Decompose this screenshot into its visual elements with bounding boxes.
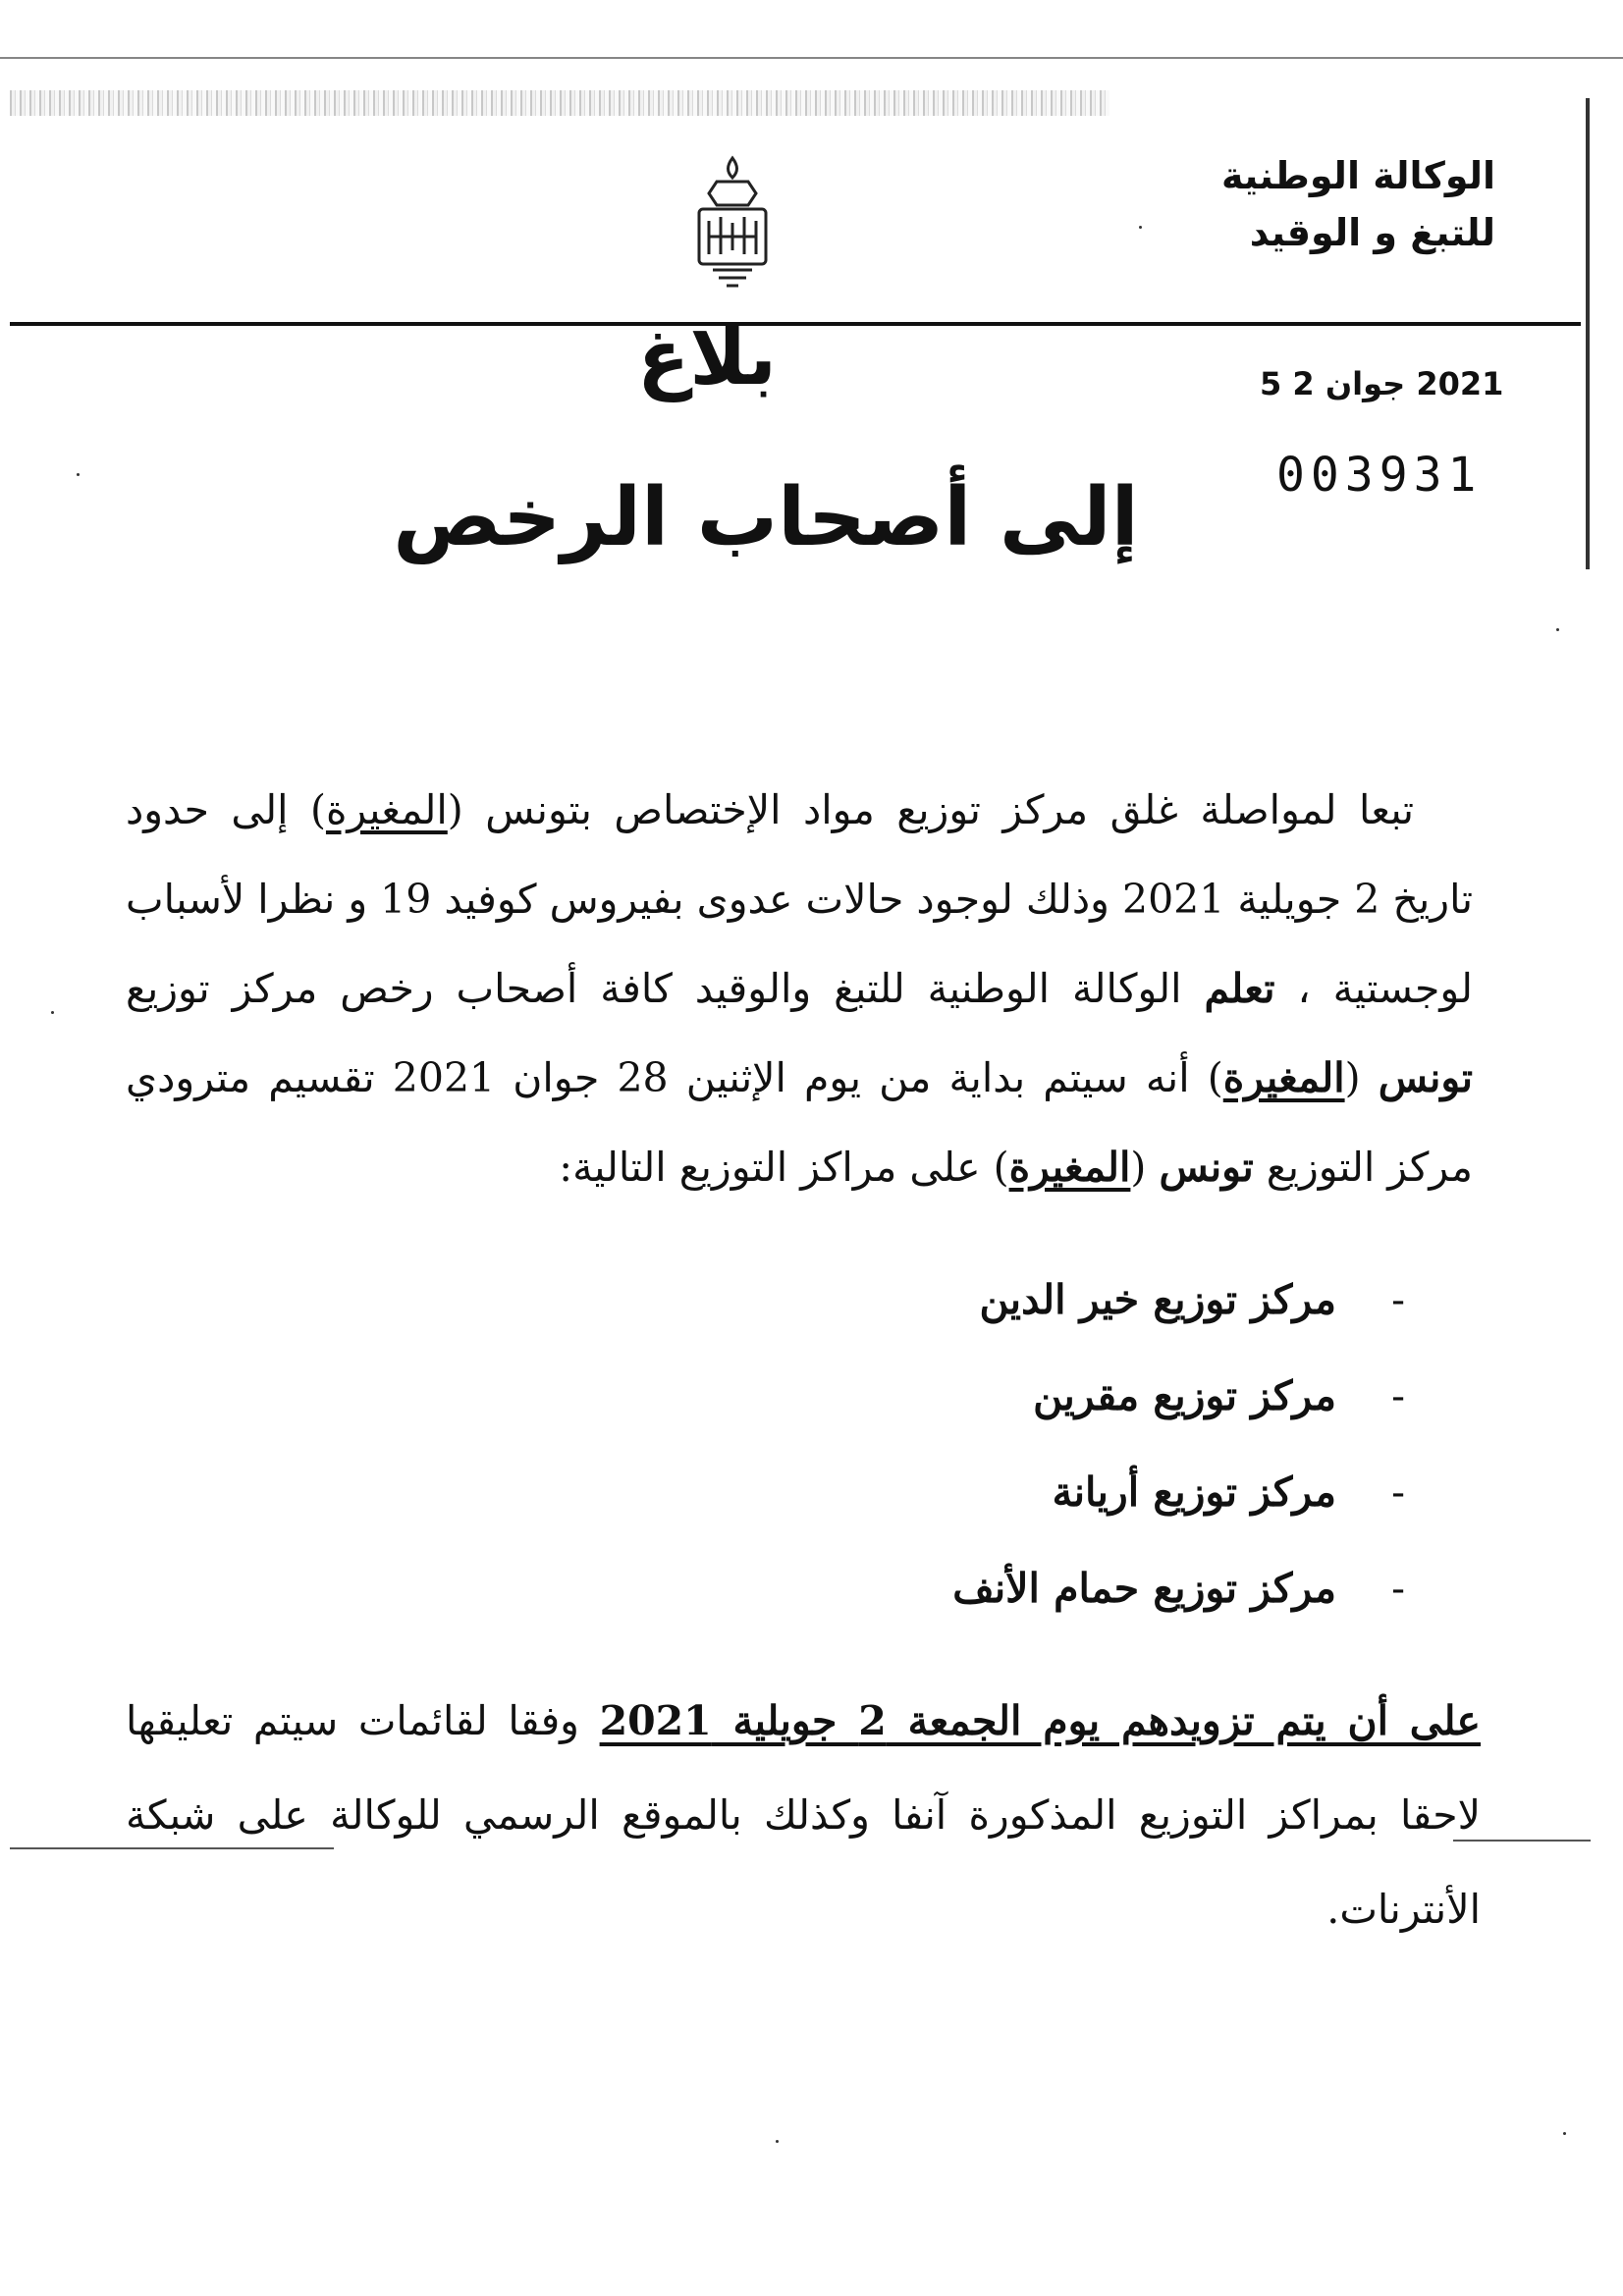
center-name: مركز توزيع حمام الأنف [952, 1565, 1336, 1612]
body-text-5: ) أنه سيتم بداية من يوم الإثنين 28 جوان 2021 تقسيم مترودي مركز التوزيع [126, 1054, 1473, 1191]
agency-calligraphic-emblem-icon [687, 152, 778, 290]
body-text-2: ) إلى حدود تاريخ 2 جويلية 2021 وذلك لوجود حالات عدوى بفيروس كوفيد 19 و نظرا لأسباب لوجستية ، [126, 786, 1473, 1012]
closing-text: وفقا لقائمات سيتم تعليقها لاحقا بمراكز التوزيع المذكورة آنفا وكذلك بالموقع الرسمي للوكالة على شبكة الأنترنات. [126, 1697, 1481, 1933]
scan-speck [776, 2140, 779, 2143]
list-item [952, 1252, 1405, 1348]
list-bullet: - [1391, 1372, 1405, 1419]
list-item [952, 1444, 1405, 1540]
list-bullet: - [1391, 1276, 1405, 1323]
body-bold-tunis: تونس [1378, 1054, 1474, 1101]
scan-border-line [0, 57, 1623, 59]
scan-speck [1563, 2132, 1566, 2135]
scan-speck [51, 1011, 54, 1014]
reference-number: 003931 [1276, 448, 1483, 503]
scan-speck [1139, 226, 1142, 229]
agency-name [1221, 147, 1495, 261]
scan-speck [77, 473, 80, 476]
body-text-1: تبعا لمواصلة غلق مركز توزيع مواد الإختصاص بتونس ( [447, 786, 1414, 833]
scan-margin-bar [1586, 98, 1590, 569]
closing-paragraph [126, 1674, 1481, 1956]
body-bold-tunis: تونس [1159, 1144, 1254, 1191]
location-mghira: المغيرة [1222, 1054, 1345, 1101]
center-name: مركز توزيع مقرين [1033, 1372, 1336, 1419]
body-text-4: ( [1344, 1054, 1379, 1101]
scan-noise-strip [10, 90, 1109, 116]
center-name: مركز توزيع خير الدين [979, 1276, 1336, 1323]
list-bullet: - [1391, 1468, 1405, 1516]
scan-speck [1556, 628, 1559, 631]
distribution-centers-list [952, 1252, 1405, 1636]
agency-name-line1: الوكالة الوطنية [1220, 154, 1495, 197]
agency-name-line2: للتبغ و الوقيد [1249, 211, 1495, 254]
center-name: مركز توزيع أريانة [1052, 1468, 1336, 1516]
location-mghira: المغيرة [1008, 1144, 1131, 1191]
date-stamp: 2021 جوان 2 5 [1260, 365, 1504, 402]
list-item [952, 1348, 1405, 1444]
body-text-7: ) على مراكز التوزيع التالية: [559, 1144, 1009, 1191]
page-title: بلاغ [637, 314, 777, 402]
body-text-6: ( [1130, 1144, 1160, 1191]
page-subtitle: إلى أصحاب الرخص [393, 471, 1139, 564]
body-paragraph [126, 766, 1473, 1212]
supply-date-note: على أن يتم تزويدهم يوم الجمعة 2 جويلية 2021 [599, 1697, 1481, 1744]
body-text-3: الوكالة الوطنية للتبغ والوقيد كافة أصحاب رخص مركز توزيع [126, 965, 1205, 1012]
body-bold-announce: تعلم [1204, 965, 1275, 1012]
list-item [952, 1540, 1405, 1636]
list-bullet: - [1391, 1565, 1405, 1612]
location-mghira: المغيرة [325, 786, 448, 833]
